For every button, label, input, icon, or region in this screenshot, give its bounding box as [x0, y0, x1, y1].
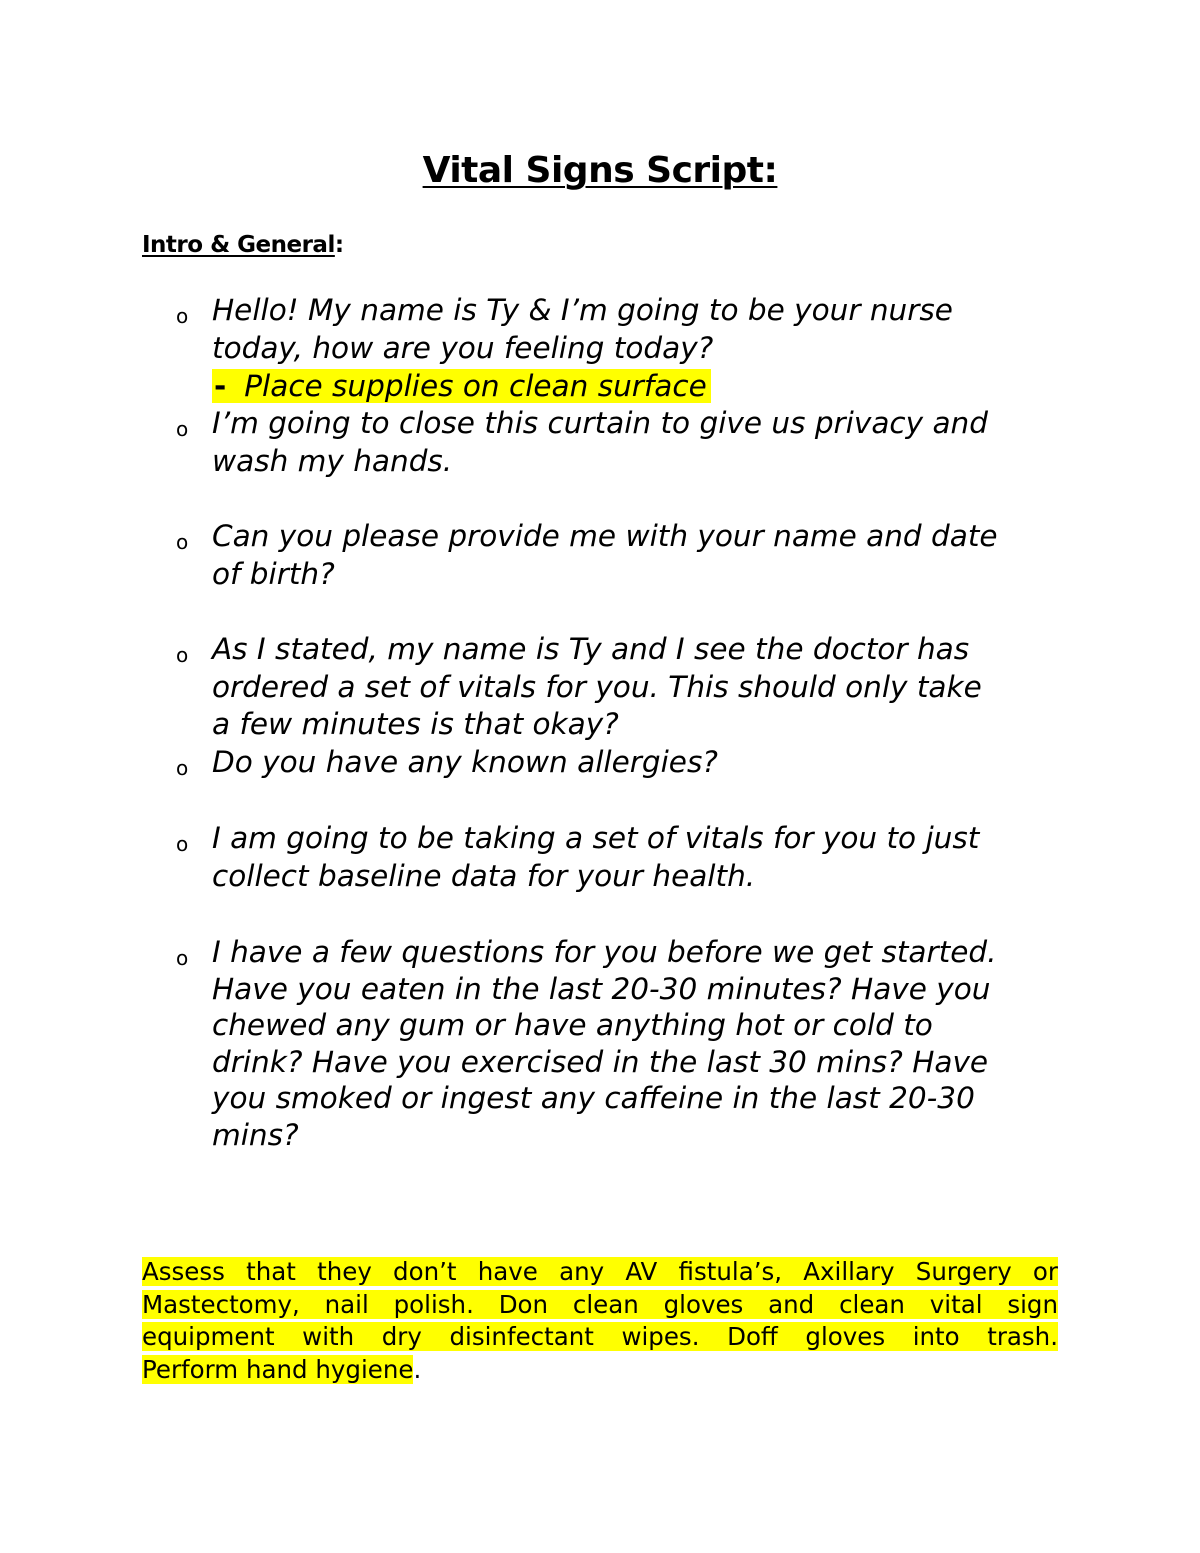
assessment-line: equipment with dry disinfectant wipes. Doff gloves into trash. [142, 1322, 1058, 1351]
page-title: Vital Signs Script: [422, 150, 778, 191]
bullet-icon: o [176, 946, 189, 970]
highlighted-step [212, 369, 711, 403]
bullet-icon: o [176, 417, 189, 441]
list-item-text: Do you have any known allergies? [212, 745, 718, 779]
section-heading [142, 232, 344, 258]
assessment-line: Mastectomy, nail polish. Don clean gloves and clean vital sign [142, 1289, 1058, 1319]
highlighted-step-text: Place supplies on clean surface [244, 369, 707, 403]
bullet-icon: o [176, 304, 189, 328]
section-heading-label: Intro & General [142, 232, 335, 258]
assessment-line: Assess that they don’t have any AV fistula’s, Axillary Surgery or [142, 1257, 1058, 1286]
assessment-line: Perform hand hygiene. [142, 1354, 422, 1384]
bullet-icon: o [176, 832, 189, 856]
list-item-text: I am going to be taking a set of vitals for you to just collect baseline data for your health. [212, 821, 980, 893]
list-item-text: Can you please provide me with your name and date of birth? [212, 519, 998, 591]
bullet-icon: o [176, 756, 189, 780]
list-item-text: I have a few questions for you before we get started. Have you eaten in the last 20-30 minutes? Have you chewed any gum or have anything hot or cold to drink? Have you exercised in the last 30 mins? Have you smoked or ingest any caffeine in the last 20-30 mins? [212, 935, 997, 1152]
list-item-text: Hello! My name is Ty & I’m going to be your nurse today, how are you feeling today? [212, 293, 953, 365]
dash-marker: - [214, 369, 227, 403]
list-item-text: As I stated, my name is Ty and I see the doctor has ordered a set of vitals for you. This should only take a few minutes is that okay? [212, 632, 982, 741]
assessment-paragraph [142, 1256, 1058, 1386]
list-item-text: I’m going to close this curtain to give us privacy and wash my hands. [212, 406, 988, 478]
bullet-icon: o [176, 643, 189, 667]
bullet-icon: o [176, 530, 189, 554]
section-heading-colon: : [334, 232, 344, 258]
